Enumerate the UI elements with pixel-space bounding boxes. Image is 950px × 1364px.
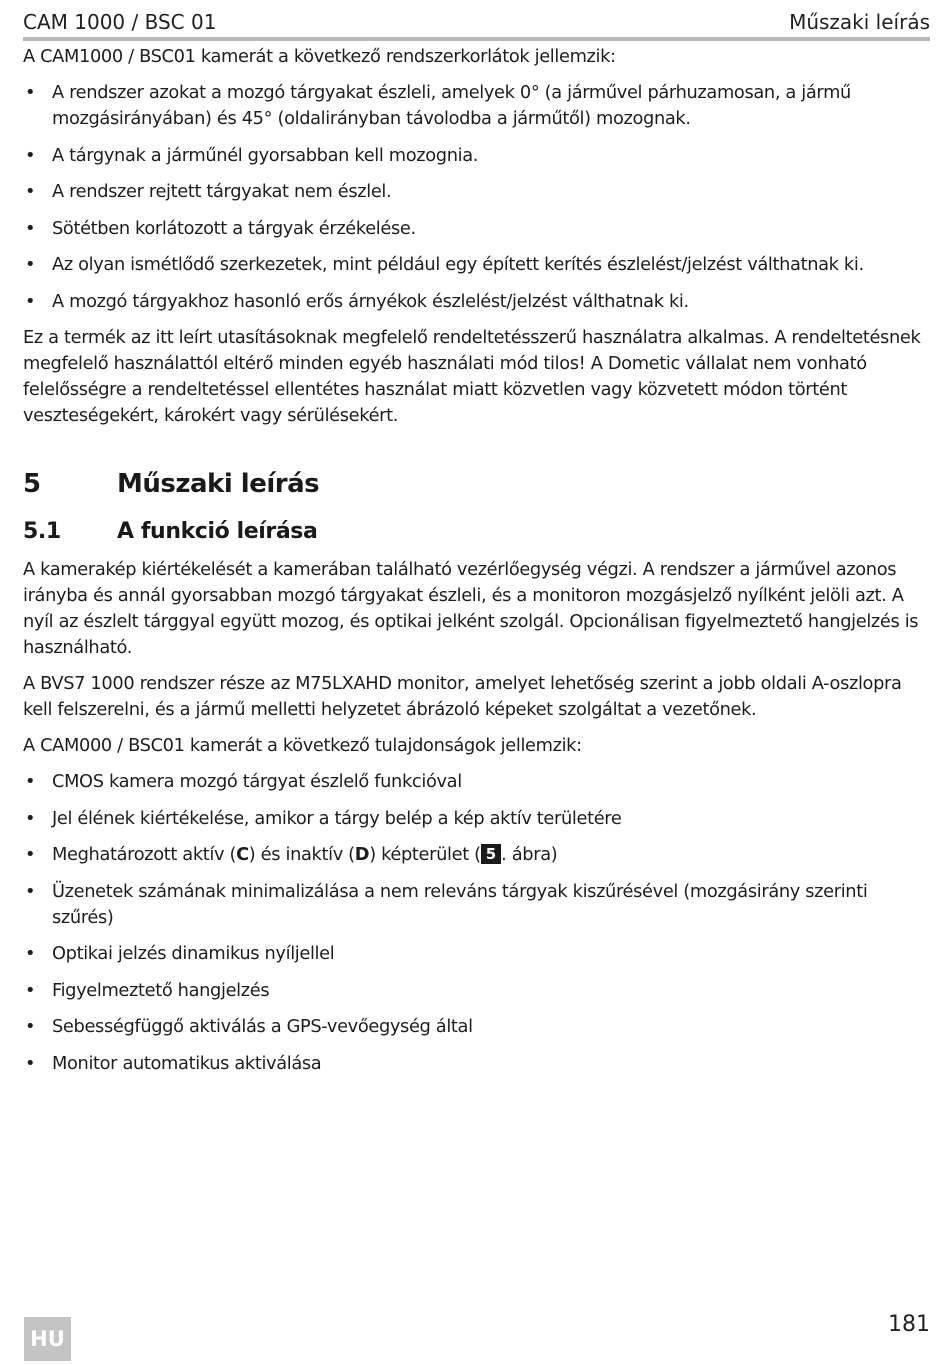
bullet: • [25,771,36,792]
function-paragraph-1: A kamerakép kiértékelését a kamerában található vezérlőegység végzi. A rendszer a járművel azonos irányba és annál gyorsabban mozgó tárgyakat észleli, és a monitoron mozgásjelző nyílként jelöli azt. A nyíl az észlelt tárggyal együtt mozog, és optikai jelként szolgál. Opcionálisan figyelmeztető hangjelzés is használható. [23,559,919,658]
bullet: • [25,144,36,166]
features-list [23,769,930,1077]
language-badge: HU [24,1317,71,1361]
list-item: • CMOS kamera mozgó tárgyat észlelő funkcióval [23,769,930,795]
figure-number-badge: 5 [481,844,501,864]
list-item: • A tárgynak a járműnél gyorsabban kell mozognia. [23,143,930,169]
list-item: • Monitor automatikus aktiválása [23,1051,930,1077]
bullet: • [25,1016,36,1037]
header-rule [23,37,930,41]
bullet: • [25,82,36,103]
bullet: • [25,844,36,865]
section-number: 5 [23,469,41,499]
page-header [23,8,930,36]
subsection-title: A funkció leírása [117,519,318,544]
list-item: • Sebességfüggő aktiválás a GPS-vevőegység által [23,1014,930,1040]
section-title: Műszaki leírás [117,469,320,499]
subsection-number: 5.1 [23,519,61,544]
page-content [23,44,930,1087]
bullet: • [25,880,36,902]
features-intro: A CAM000 / BSC01 kamerát a következő tulajdonságok jellemzik: [23,735,582,756]
bullet: • [25,943,36,964]
list-item: • Meghatározott aktív (C) és inaktív (D) képterület ( 5 . ábra) [23,842,930,868]
section-heading [23,467,930,501]
list-item: • Jel élének kiértékelése, amikor a tárgy belép a kép aktív területére [23,806,930,832]
header-product: CAM 1000 / BSC 01 [23,10,217,34]
list-item: • Az olyan ismétlődő szerkezetek, mint például egy épített kerítés észlelést/jelzést válthatnak ki. [23,252,930,278]
bullet: • [25,979,36,1001]
bullet: • [25,254,36,275]
list-item: • A rendszer azokat a mozgó tárgyakat észleli, amelyek 0° (a járművel párhuzamosan, a jármű mozgásirányában) és 45° (oldalirányban távolodba a járműtől) mozognak. [25,82,851,129]
list-item: • Optikai jelzés dinamikus nyíljellel [23,941,930,967]
subsection-heading [23,517,930,547]
bullet: • [25,217,36,239]
label-d: D [354,844,370,865]
list-item: • A rendszer rejtett tárgyakat nem észlel. [23,179,930,205]
list-item: • A mozgó tárgyakhoz hasonló erős árnyékok észlelést/jelzést válthatnak ki. [23,289,930,315]
bullet: • [25,290,36,312]
header-section: Műszaki leírás [789,10,930,34]
bullet: • [25,1052,36,1074]
bullet: • [25,807,36,829]
list-item: • Figyelmeztető hangjelzés [23,978,930,1004]
limits-intro: A CAM1000 / BSC01 kamerát a következő rendszerkorlátok jellemzik: [23,46,616,67]
list-item: • Üzenetek számának minimalizálása a nem releváns tárgyak kiszűrésével (mozgásirány szerinti szűrés) [25,880,868,928]
bullet: • [25,181,36,202]
list-item: • Sötétben korlátozott a tárgyak érzékelése. [23,216,930,242]
page-number: 181 [888,1312,930,1337]
intended-use-paragraph: Ez a termék az itt leírt utasításoknak megfelelő rendeltetésszerű használatra alkalmas. A rendeltetésnek megfelelő használattól eltérő minden egyéb használati mód tilos! A Dometic vállalat nem vonható felelősségre a rendeltetéssel ellentétes használat miatt közvetlen vagy közvetett módon történt veszteségekért, károkért vagy sérülésekért. [23,327,921,426]
label-c: C [236,844,249,865]
limits-list [23,80,930,315]
function-paragraph-2: A BVS7 1000 rendszer része az M75LXAHD monitor, amelyet lehetőség szerint a jobb oldali A-oszlopra kell felszerelni, és a jármű melletti helyzetet ábrázoló képeket szolgáltat a vezetőnek. [23,673,902,720]
